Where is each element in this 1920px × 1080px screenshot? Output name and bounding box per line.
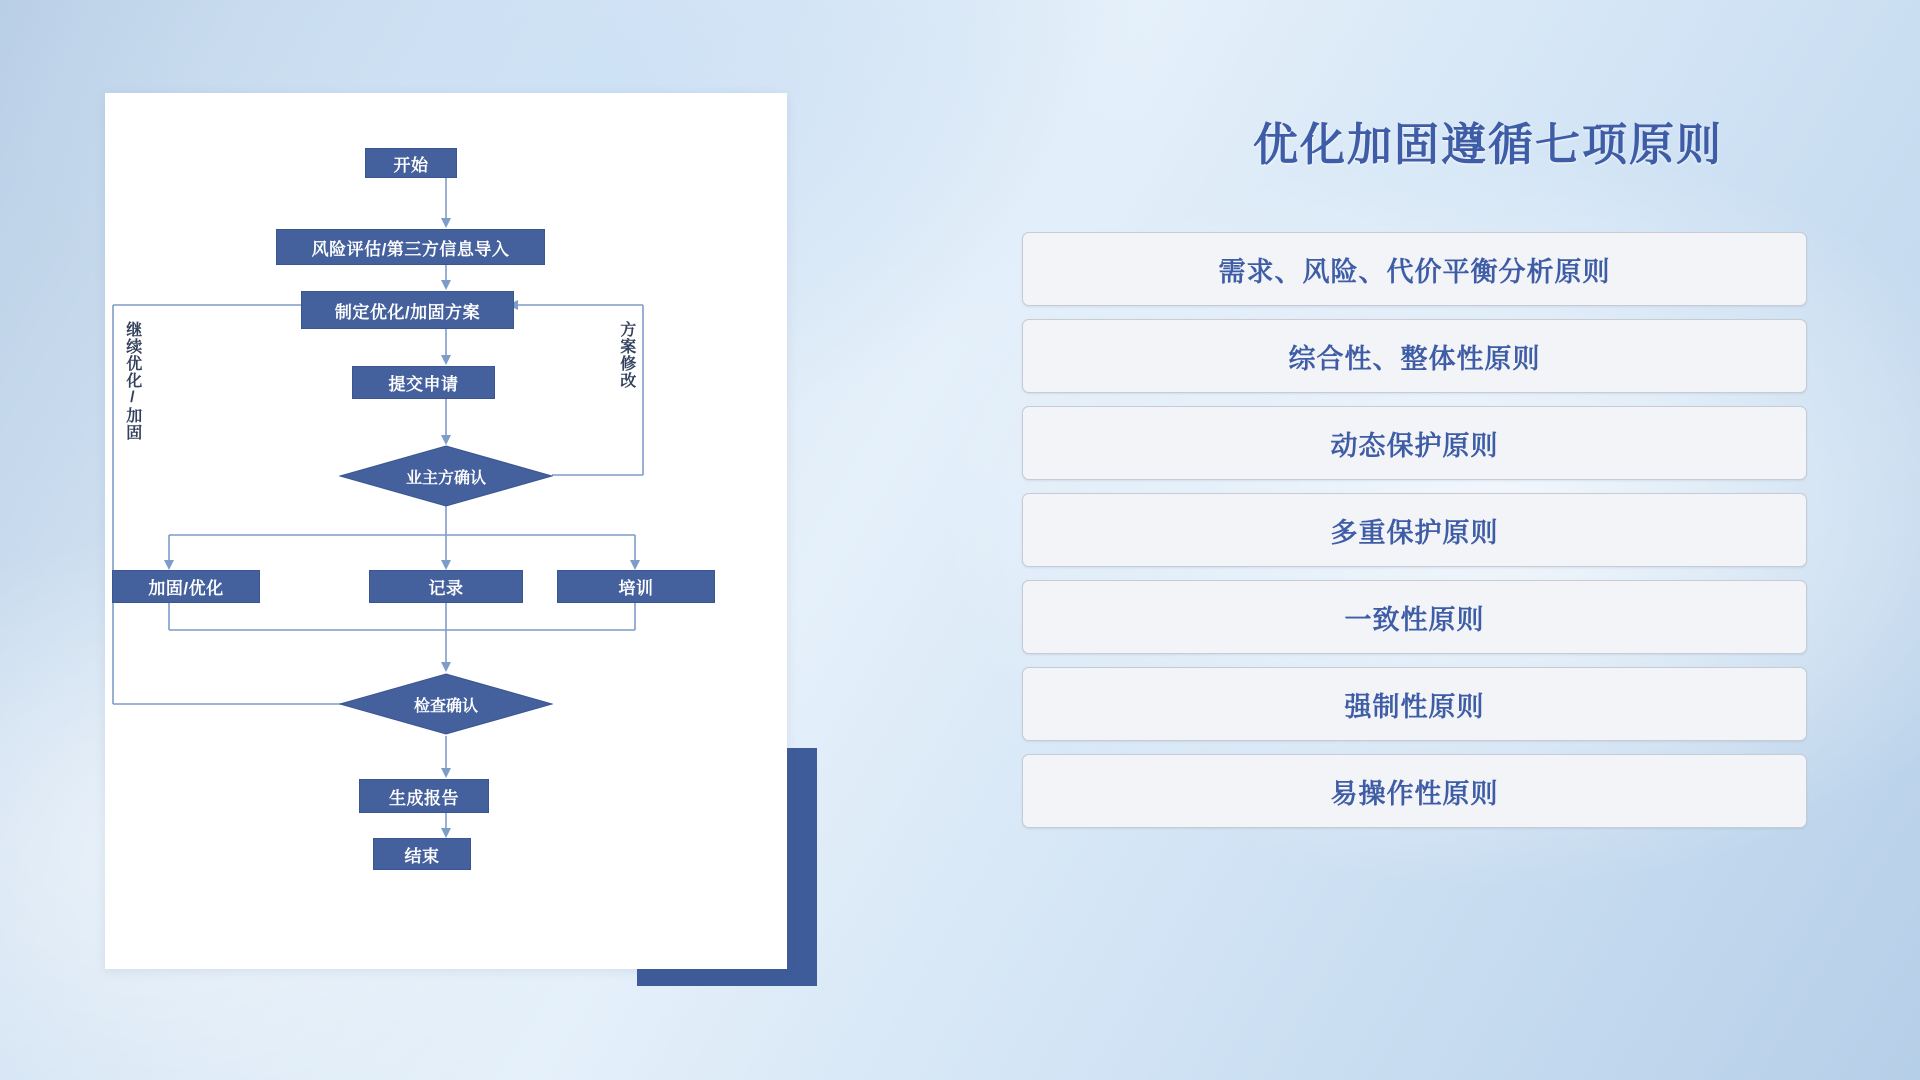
flowchart xyxy=(105,93,787,969)
principle-item xyxy=(1022,232,1807,306)
flow-edge-label-left: 继续优化/加固 xyxy=(123,321,141,441)
flow-node-training xyxy=(557,570,715,603)
principle-label: 动态保护原则 xyxy=(1330,430,1499,461)
principle-label: 强制性原则 xyxy=(1344,691,1485,722)
flow-edge-label-right: 方案修改 xyxy=(617,321,635,389)
flowchart-card xyxy=(105,93,787,969)
flow-node-plan xyxy=(301,291,514,329)
principle-item xyxy=(1022,319,1807,393)
flow-node-risk-assessment xyxy=(276,229,545,265)
flow-node-end xyxy=(373,838,471,870)
principle-item xyxy=(1022,667,1807,741)
flow-node-generate-report xyxy=(359,779,489,813)
flow-node-start xyxy=(365,148,457,178)
principle-label: 多重保护原则 xyxy=(1330,517,1499,548)
flow-node-label: 开始 xyxy=(393,155,429,175)
flow-node-record xyxy=(369,570,523,603)
section-title: 优化加固遵循七项原则 xyxy=(1252,119,1723,170)
flow-node-label: 记录 xyxy=(428,579,464,598)
flow-node-submit-application xyxy=(352,366,495,399)
flow-node-label: 制定优化/加固方案 xyxy=(334,302,481,322)
principle-item xyxy=(1022,406,1807,480)
flow-node-label: 生成报告 xyxy=(389,788,459,808)
principle-item xyxy=(1022,580,1807,654)
flow-node-check-confirm xyxy=(339,673,553,735)
principle-label: 需求、风险、代价平衡分析原则 xyxy=(1218,256,1611,287)
flow-node-label: 培训 xyxy=(618,579,654,598)
principles-list xyxy=(1022,232,1807,841)
principle-label: 易操作性原则 xyxy=(1330,778,1499,809)
flow-node-label: 检查确认 xyxy=(413,697,478,715)
principle-label: 一致性原则 xyxy=(1344,604,1485,635)
flow-node-label: 业主方确认 xyxy=(405,469,486,487)
flow-node-label: 提交申请 xyxy=(388,375,459,394)
flow-node-label: 结束 xyxy=(404,846,440,866)
flow-node-label: 风险评估/第三方信息导入 xyxy=(311,239,510,259)
flow-node-reinforce-optimize xyxy=(112,570,260,603)
principle-item xyxy=(1022,493,1807,567)
flow-node-owner-confirm xyxy=(339,445,553,507)
principle-label: 综合性、整体性原则 xyxy=(1288,343,1541,374)
flow-node-label: 加固/优化 xyxy=(148,579,224,598)
principle-item xyxy=(1022,754,1807,828)
